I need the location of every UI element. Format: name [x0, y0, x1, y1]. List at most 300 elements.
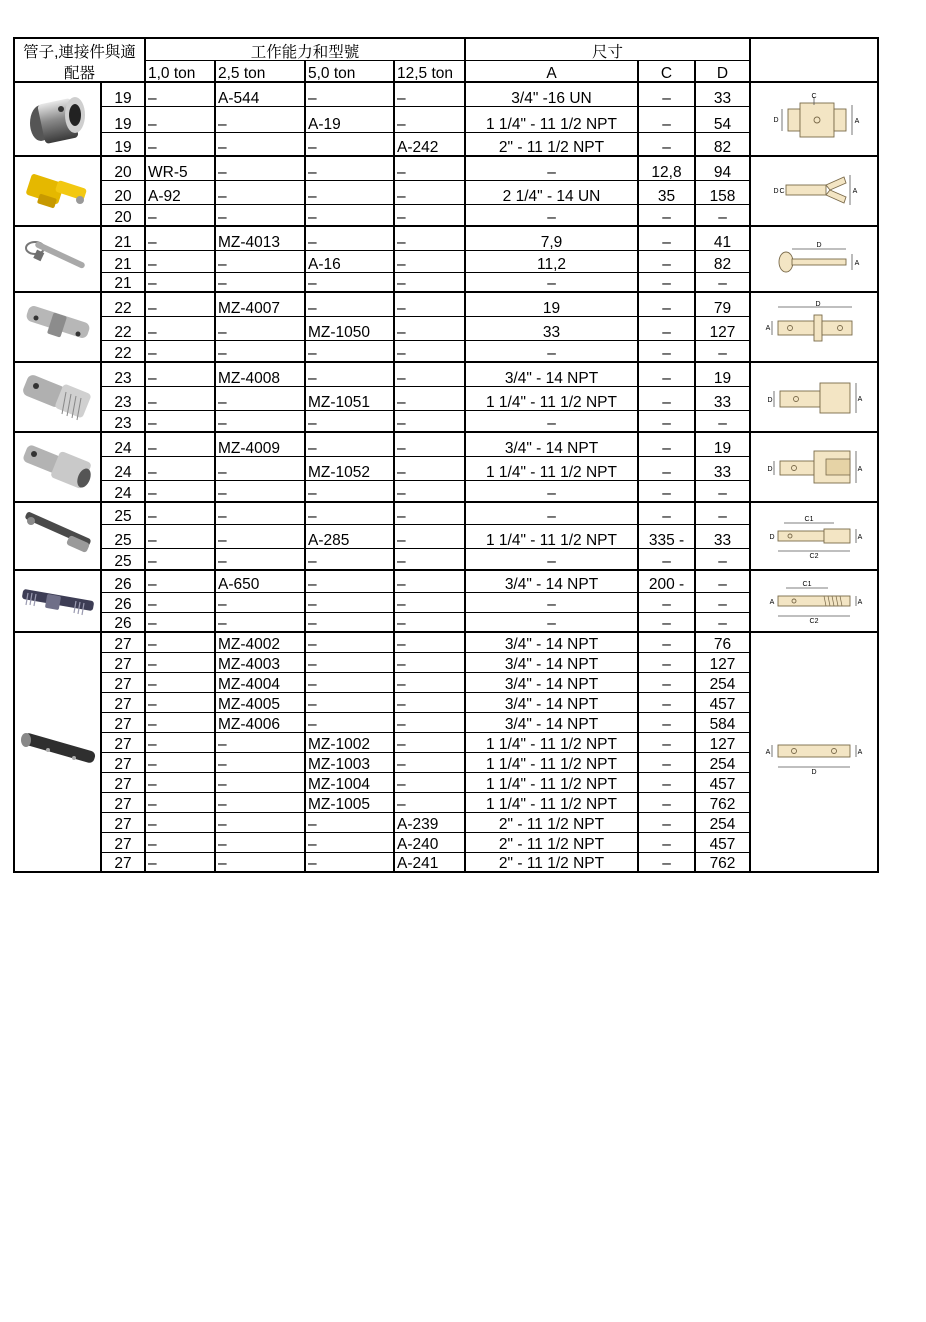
- capacity-4-model: –: [394, 386, 465, 410]
- dim-d-value: 79: [695, 292, 750, 316]
- capacity-1-model: –: [145, 652, 215, 672]
- capacity-4-model: –: [394, 272, 465, 292]
- dim-d-value: 33: [695, 82, 750, 106]
- dim-d-value: 127: [695, 652, 750, 672]
- capacity-1-model: –: [145, 456, 215, 480]
- group-number: 26: [101, 592, 145, 612]
- capacity-3-model: MZ-1005: [305, 792, 394, 812]
- capacity-4-model: –: [394, 106, 465, 132]
- capacity-4-model: –: [394, 672, 465, 692]
- capacity-4-model: –: [394, 548, 465, 570]
- capacity-4-model: –: [394, 292, 465, 316]
- diagram-label-a: A: [857, 466, 863, 473]
- dim-c-value: –: [638, 692, 695, 712]
- capacity-4-model: –: [394, 592, 465, 612]
- dim-c-value: –: [638, 672, 695, 692]
- dim-d-value: 127: [695, 732, 750, 752]
- diagram-label-a: A: [857, 749, 863, 756]
- dim-a-value: 33: [465, 316, 638, 340]
- dim-c-value: –: [638, 732, 695, 752]
- capacity-2-model: –: [215, 106, 305, 132]
- capacity-2-model: –: [215, 386, 305, 410]
- capacity-2-model: –: [215, 410, 305, 432]
- diagram-label-d: D: [773, 188, 779, 195]
- capacity-3-model: –: [305, 340, 394, 362]
- diagram-label-c2: C2: [809, 553, 819, 560]
- capacity-1-model: –: [145, 812, 215, 832]
- capacity-4-model: –: [394, 250, 465, 272]
- capacity-4-model: –: [394, 612, 465, 632]
- table-row: [14, 340, 878, 362]
- wedge-head-diagram: [750, 156, 878, 226]
- table-row: [14, 570, 878, 592]
- capacity-3-model: –: [305, 812, 394, 832]
- table-row: [14, 386, 878, 410]
- group-number: 19: [101, 106, 145, 132]
- group-number: 22: [101, 292, 145, 316]
- dim-a-value: 2 1/4" - 14 UN: [465, 180, 638, 204]
- capacity-3-model: –: [305, 548, 394, 570]
- dim-c-value: –: [638, 204, 695, 226]
- male-connector-diagram: [750, 362, 878, 432]
- table-row: [14, 480, 878, 502]
- capacity-3-model: –: [305, 272, 394, 292]
- dim-a-value: –: [465, 548, 638, 570]
- dim-c-value: –: [638, 752, 695, 772]
- category-header-line1: 管子,連接件與適: [23, 44, 136, 60]
- dim-d-value: 457: [695, 832, 750, 852]
- capacity-2-model: –: [215, 832, 305, 852]
- capacity-3-model: –: [305, 226, 394, 250]
- capacity-1-model: –: [145, 292, 215, 316]
- dim-d-value: –: [695, 502, 750, 524]
- capacity-1-model: –: [145, 106, 215, 132]
- dim-a-value: 1 1/4" - 11 1/2 NPT: [465, 524, 638, 548]
- dim-c-value: –: [638, 272, 695, 292]
- dim-a-value: 3/4" -16 UN: [465, 82, 638, 106]
- table-row: [14, 792, 878, 812]
- dim-c-value: –: [638, 832, 695, 852]
- capacity-3-model: A-285: [305, 524, 394, 548]
- capacity-3-model: A-19: [305, 106, 394, 132]
- capacity-3-model: –: [305, 712, 394, 732]
- diagram-label-a: A: [857, 396, 863, 403]
- diagram-label-d: D: [816, 242, 822, 249]
- dim-d-value: 127: [695, 316, 750, 340]
- table-row: [14, 456, 878, 480]
- capacity-1-model: –: [145, 82, 215, 106]
- table-row: [14, 316, 878, 340]
- capacity-1-model: –: [145, 792, 215, 812]
- dim-d-value: 33: [695, 456, 750, 480]
- capacity-1-header: 1,0 ton: [145, 60, 215, 82]
- dim-c-header: C: [638, 60, 695, 82]
- capacity-4-model: –: [394, 692, 465, 712]
- capacity-3-model: –: [305, 132, 394, 156]
- dim-c-value: –: [638, 432, 695, 456]
- diagram-label-c: C: [779, 188, 785, 195]
- dim-d-value: 254: [695, 752, 750, 772]
- dim-d-value: 457: [695, 772, 750, 792]
- capacity-1-model: –: [145, 410, 215, 432]
- capacity-1-model: –: [145, 732, 215, 752]
- capacity-3-model: MZ-1051: [305, 386, 394, 410]
- capacity-1-model: –: [145, 340, 215, 362]
- capacity-3-model: –: [305, 632, 394, 652]
- dim-d-value: –: [695, 548, 750, 570]
- capacity-3-model: –: [305, 852, 394, 872]
- dim-d-value: 94: [695, 156, 750, 180]
- table-row: [14, 672, 878, 692]
- capacity-3-model: –: [305, 82, 394, 106]
- dim-a-value: 1 1/4" - 11 1/2 NPT: [465, 456, 638, 480]
- dim-d-value: 762: [695, 852, 750, 872]
- capacity-1-model: –: [145, 480, 215, 502]
- group-number: 27: [101, 812, 145, 832]
- group-number: 24: [101, 456, 145, 480]
- group-number: 24: [101, 480, 145, 502]
- group-number: 27: [101, 732, 145, 752]
- capacity-2-model: –: [215, 250, 305, 272]
- group-number: 27: [101, 752, 145, 772]
- capacity-1-model: –: [145, 632, 215, 652]
- capacity-2-model: –: [215, 272, 305, 292]
- capacity-1-model: –: [145, 570, 215, 592]
- capacity-1-model: –: [145, 852, 215, 872]
- capacity-1-model: –: [145, 524, 215, 548]
- dim-d-value: –: [695, 410, 750, 432]
- capacity-1-model: –: [145, 362, 215, 386]
- dim-c-value: –: [638, 456, 695, 480]
- dim-c-value: –: [638, 792, 695, 812]
- pin-diagram: [750, 226, 878, 292]
- capacity-2-model: –: [215, 612, 305, 632]
- dim-a-value: 3/4" - 14 NPT: [465, 712, 638, 732]
- capacity-2-model: –: [215, 156, 305, 180]
- table-row: [14, 548, 878, 570]
- capacity-4-model: –: [394, 340, 465, 362]
- table-row: [14, 592, 878, 612]
- dim-d-value: –: [695, 612, 750, 632]
- group-number: 19: [101, 82, 145, 106]
- table-row: [14, 524, 878, 548]
- dim-d-value: –: [695, 480, 750, 502]
- diagram-label-a: A: [852, 188, 858, 195]
- dim-d-value: 76: [695, 632, 750, 652]
- table-row: [14, 204, 878, 226]
- tube-diagram: [750, 632, 878, 872]
- dim-d-header: D: [695, 60, 750, 82]
- group-number: 23: [101, 362, 145, 386]
- capacity-1-model: –: [145, 832, 215, 852]
- dim-c-value: –: [638, 812, 695, 832]
- capacity-3-model: –: [305, 292, 394, 316]
- dim-a-value: 3/4" - 14 NPT: [465, 672, 638, 692]
- coupling-photo: [14, 82, 101, 156]
- capacity-1-model: WR-5: [145, 156, 215, 180]
- table-row: [14, 732, 878, 752]
- dim-c-value: –: [638, 632, 695, 652]
- group-number: 22: [101, 340, 145, 362]
- capacity-2-model: MZ-4013: [215, 226, 305, 250]
- capacity-2-model: MZ-4006: [215, 712, 305, 732]
- dim-d-value: 158: [695, 180, 750, 204]
- dim-c-value: –: [638, 502, 695, 524]
- male-connector-photo: [14, 362, 101, 432]
- dim-a-value: –: [465, 340, 638, 362]
- pin-photo: [14, 226, 101, 292]
- capacity-1-model: –: [145, 272, 215, 292]
- dim-c-value: –: [638, 362, 695, 386]
- capacity-1-model: –: [145, 132, 215, 156]
- capacity-2-model: –: [215, 812, 305, 832]
- diagram-label-d: D: [815, 301, 821, 308]
- capacity-3-model: MZ-1002: [305, 732, 394, 752]
- dim-d-value: –: [695, 204, 750, 226]
- table-row: [14, 180, 878, 204]
- capacity-1-model: A-92: [145, 180, 215, 204]
- dim-c-value: –: [638, 132, 695, 156]
- capacity-1-model: –: [145, 612, 215, 632]
- capacity-4-model: –: [394, 712, 465, 732]
- capacity-3-model: –: [305, 180, 394, 204]
- diagram-label-d: D: [767, 397, 773, 404]
- dim-d-value: 457: [695, 692, 750, 712]
- group-number: 27: [101, 792, 145, 812]
- capacity-4-model: A-240: [394, 832, 465, 852]
- capacity-2-model: –: [215, 502, 305, 524]
- diagram-label-a: A: [857, 599, 863, 606]
- capacity-1-model: –: [145, 386, 215, 410]
- dim-a-value: 1 1/4" - 11 1/2 NPT: [465, 772, 638, 792]
- group-number: 26: [101, 612, 145, 632]
- dim-c-value: –: [638, 316, 695, 340]
- capacity-3-model: A-16: [305, 250, 394, 272]
- table-row: [14, 712, 878, 732]
- dim-d-value: –: [695, 570, 750, 592]
- capacity-1-model: –: [145, 692, 215, 712]
- group-number: 27: [101, 652, 145, 672]
- capacity-4-model: –: [394, 632, 465, 652]
- dim-a-value: 3/4" - 14 NPT: [465, 652, 638, 672]
- spec-table: [13, 37, 879, 873]
- group-number: 25: [101, 548, 145, 570]
- capacity-2-model: –: [215, 480, 305, 502]
- capacity-2-model: –: [215, 524, 305, 548]
- dim-c-value: –: [638, 226, 695, 250]
- group-number: 21: [101, 272, 145, 292]
- table-row: [14, 226, 878, 250]
- capacity-4-model: –: [394, 456, 465, 480]
- capacity-4-model: –: [394, 432, 465, 456]
- table-row: [14, 250, 878, 272]
- dim-a-value: –: [465, 204, 638, 226]
- wedge-head-photo: [14, 156, 101, 226]
- double-connector-diagram: [750, 292, 878, 362]
- dim-a-value: 2" - 11 1/2 NPT: [465, 132, 638, 156]
- dim-c-value: –: [638, 852, 695, 872]
- group-number: 27: [101, 692, 145, 712]
- capacity-4-model: –: [394, 652, 465, 672]
- dim-c-value: –: [638, 612, 695, 632]
- capacity-3-model: –: [305, 652, 394, 672]
- group-number: 27: [101, 832, 145, 852]
- capacity-4-model: –: [394, 752, 465, 772]
- group-number: 25: [101, 502, 145, 524]
- capacity-2-model: –: [215, 548, 305, 570]
- capacity-1-model: –: [145, 592, 215, 612]
- capacity-3-model: –: [305, 362, 394, 386]
- extension-rod-photo: [14, 502, 101, 570]
- header-row-1: [14, 38, 878, 60]
- table-row: [14, 832, 878, 852]
- dim-a-value: 3/4" - 14 NPT: [465, 632, 638, 652]
- capacity-1-model: –: [145, 502, 215, 524]
- group-number: 23: [101, 410, 145, 432]
- capacity-1-model: –: [145, 226, 215, 250]
- diagram-label-d: D: [773, 117, 779, 124]
- table-row: [14, 106, 878, 132]
- capacity-3-model: –: [305, 570, 394, 592]
- female-connector-diagram: [750, 432, 878, 502]
- category-header-line2: 配器: [14, 60, 145, 82]
- diagram-label-a: A: [769, 599, 775, 606]
- capacity-3-model: –: [305, 204, 394, 226]
- group-number: 27: [101, 632, 145, 652]
- capacity-4-model: –: [394, 772, 465, 792]
- capacity-3-model: –: [305, 832, 394, 852]
- capacity-3-model: –: [305, 612, 394, 632]
- capacity-3-model: MZ-1003: [305, 752, 394, 772]
- dim-a-header: A: [465, 60, 638, 82]
- capacity-2-model: –: [215, 772, 305, 792]
- dim-c-value: –: [638, 82, 695, 106]
- capacity-2-model: MZ-4005: [215, 692, 305, 712]
- capacity-4-model: –: [394, 410, 465, 432]
- capacity-2-model: MZ-4004: [215, 672, 305, 692]
- dim-c-value: –: [638, 712, 695, 732]
- group-number: 19: [101, 132, 145, 156]
- table-row: [14, 612, 878, 632]
- diagram-label-a: A: [854, 260, 860, 267]
- capacity-1-model: –: [145, 204, 215, 226]
- diagram-label-a: A: [765, 325, 771, 332]
- group-number: 20: [101, 180, 145, 204]
- table-row: [14, 410, 878, 432]
- capacity-4-model: –: [394, 524, 465, 548]
- dim-a-value: 1 1/4" - 11 1/2 NPT: [465, 386, 638, 410]
- capacity-4-model: –: [394, 502, 465, 524]
- capacity-2-model: MZ-4002: [215, 632, 305, 652]
- group-number: 23: [101, 386, 145, 410]
- dimensions-group-header: 尺寸: [465, 38, 750, 60]
- capacity-2-model: MZ-4008: [215, 362, 305, 386]
- capacity-2-model: –: [215, 180, 305, 204]
- capacity-3-model: –: [305, 502, 394, 524]
- dim-a-value: 3/4" - 14 NPT: [465, 362, 638, 386]
- table-row: [14, 272, 878, 292]
- table-row: [14, 362, 878, 386]
- dim-c-value: –: [638, 592, 695, 612]
- dim-a-value: 2" - 11 1/2 NPT: [465, 832, 638, 852]
- group-number: 27: [101, 672, 145, 692]
- dim-c-value: –: [638, 386, 695, 410]
- capacity-2-model: –: [215, 592, 305, 612]
- dim-c-value: 35: [638, 180, 695, 204]
- table-row: [14, 156, 878, 180]
- capacity-4-model: –: [394, 732, 465, 752]
- capacity-group-header: 工作能力和型號: [145, 38, 465, 60]
- dim-a-value: 1 1/4" - 11 1/2 NPT: [465, 752, 638, 772]
- dim-d-value: 584: [695, 712, 750, 732]
- dim-d-value: –: [695, 340, 750, 362]
- dim-a-value: 1 1/4" - 11 1/2 NPT: [465, 106, 638, 132]
- capacity-3-model: MZ-1052: [305, 456, 394, 480]
- dim-d-value: 19: [695, 432, 750, 456]
- capacity-2-model: –: [215, 204, 305, 226]
- capacity-2-model: MZ-4007: [215, 292, 305, 316]
- group-number: 21: [101, 226, 145, 250]
- capacity-3-model: MZ-1050: [305, 316, 394, 340]
- table-row: [14, 502, 878, 524]
- diagram-label-d: D: [811, 769, 817, 776]
- capacity-3-model: –: [305, 692, 394, 712]
- capacity-3-model: –: [305, 480, 394, 502]
- threaded-rod-photo: [14, 570, 101, 632]
- capacity-3-model: MZ-1004: [305, 772, 394, 792]
- capacity-4-model: –: [394, 226, 465, 250]
- category-header: [14, 38, 145, 60]
- dim-a-value: 1 1/4" - 11 1/2 NPT: [465, 732, 638, 752]
- threaded-rod-diagram: [750, 570, 878, 632]
- dim-a-value: –: [465, 156, 638, 180]
- capacity-2-model: –: [215, 792, 305, 812]
- group-number: 25: [101, 524, 145, 548]
- tube-photo: [14, 632, 101, 872]
- double-connector-photo: [14, 292, 101, 362]
- dim-d-value: 33: [695, 524, 750, 548]
- group-number: 24: [101, 432, 145, 456]
- diagram-label-a: A: [857, 534, 863, 541]
- dim-a-value: 3/4" - 14 NPT: [465, 432, 638, 456]
- group-number: 27: [101, 712, 145, 732]
- capacity-1-model: –: [145, 752, 215, 772]
- table-row: [14, 852, 878, 872]
- capacity-2-model: –: [215, 132, 305, 156]
- dim-c-value: –: [638, 772, 695, 792]
- capacity-2-model: –: [215, 340, 305, 362]
- dim-d-value: 82: [695, 250, 750, 272]
- capacity-1-model: –: [145, 548, 215, 570]
- capacity-3-header: 5,0 ton: [305, 60, 394, 82]
- capacity-1-model: –: [145, 250, 215, 272]
- table-row: [14, 632, 878, 652]
- capacity-2-header: 2,5 ton: [215, 60, 305, 82]
- capacity-4-model: –: [394, 570, 465, 592]
- capacity-2-model: –: [215, 316, 305, 340]
- dim-d-value: 762: [695, 792, 750, 812]
- diagram-label-d: D: [769, 534, 775, 541]
- group-number: 27: [101, 772, 145, 792]
- dim-d-value: 254: [695, 812, 750, 832]
- capacity-4-model: –: [394, 180, 465, 204]
- dim-c-value: 12,8: [638, 156, 695, 180]
- dim-c-value: –: [638, 340, 695, 362]
- dim-c-value: –: [638, 292, 695, 316]
- dim-c-value: –: [638, 652, 695, 672]
- capacity-2-model: –: [215, 732, 305, 752]
- capacity-3-model: –: [305, 672, 394, 692]
